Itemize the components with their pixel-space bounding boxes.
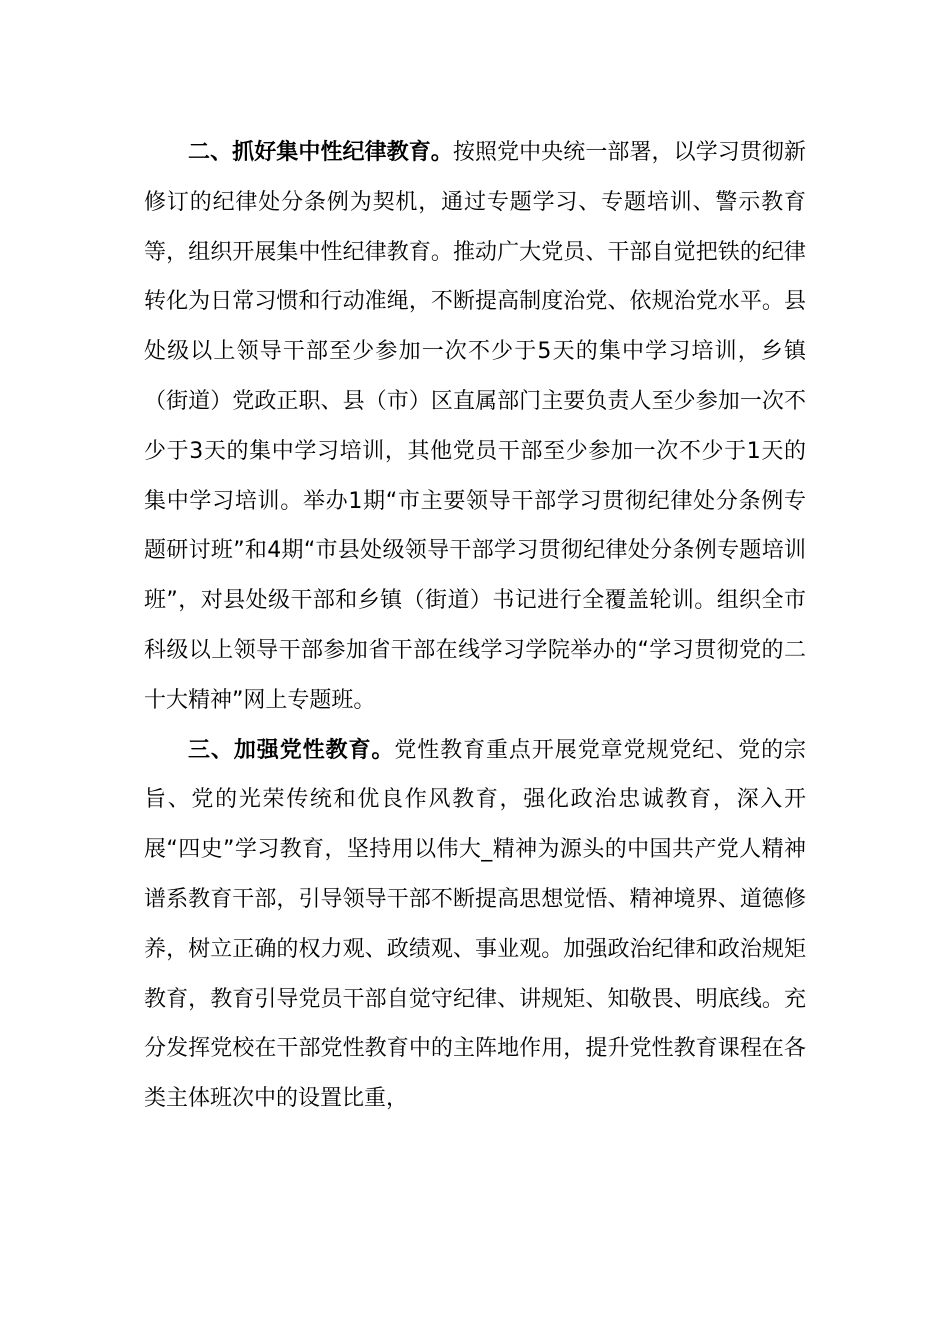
paragraph-heading: 二、抓好集中性纪律教育。 (188, 140, 453, 165)
document-body (144, 128, 806, 1124)
paragraph-heading: 三、加强党性教育。 (188, 737, 395, 763)
paragraph-discipline-education (144, 128, 806, 726)
paragraph-text: 按照党中央统一部署，以学习贯彻新修订的纪律处分条例为契机，通过专题学习、专题培训、警示教育等，组织开展集中性纪律教育。推动广大党员、干部自觉把铁的纪律转化为日常习惯和行动准绳，不断提高制度治党、依规治党水平。县处级以上领导干部至少参加一次不少于5天的集中学习培训，乡镇（街道）党政正职、县（市）区直属部门主要负责人至少参加一次不少于3天的集中学习培训，其他党员干部至少参加一次不少于1天的集中学习培训。举办1期“市主要领导干部学习贯彻纪律处分条例专题研讨班”和4期“市县处级领导干部学习贯彻纪律处分条例专题培训班”，对县处级干部和乡镇（街道）书记进行全覆盖轮训。组织全市科级以上领导干部参加省干部在线学习学院举办的“学习贯彻党的二十大精神”网上专题班。 (144, 140, 806, 713)
paragraph-text: 党性教育重点开展党章党规党纪、党的宗旨、党的光荣传统和优良作风教育，强化政治忠诚教育，深入开展“四史”学习教育，坚持用以伟大_精神为源头的中国共产党人精神谱系教育干部，引导领导干部不断提高思想觉悟、精神境界、道德修养，树立正确的权力观、政绩观、事业观。加强政治纪律和政治规矩教育，教育引导党员干部自觉守纪律、讲规矩、知敬畏、明底线。充分发挥党校在干部党性教育中的主阵地作用，提升党性教育课程在各类主体班次中的设置比重， (144, 737, 806, 1112)
paragraph-party-spirit-education (144, 726, 806, 1124)
